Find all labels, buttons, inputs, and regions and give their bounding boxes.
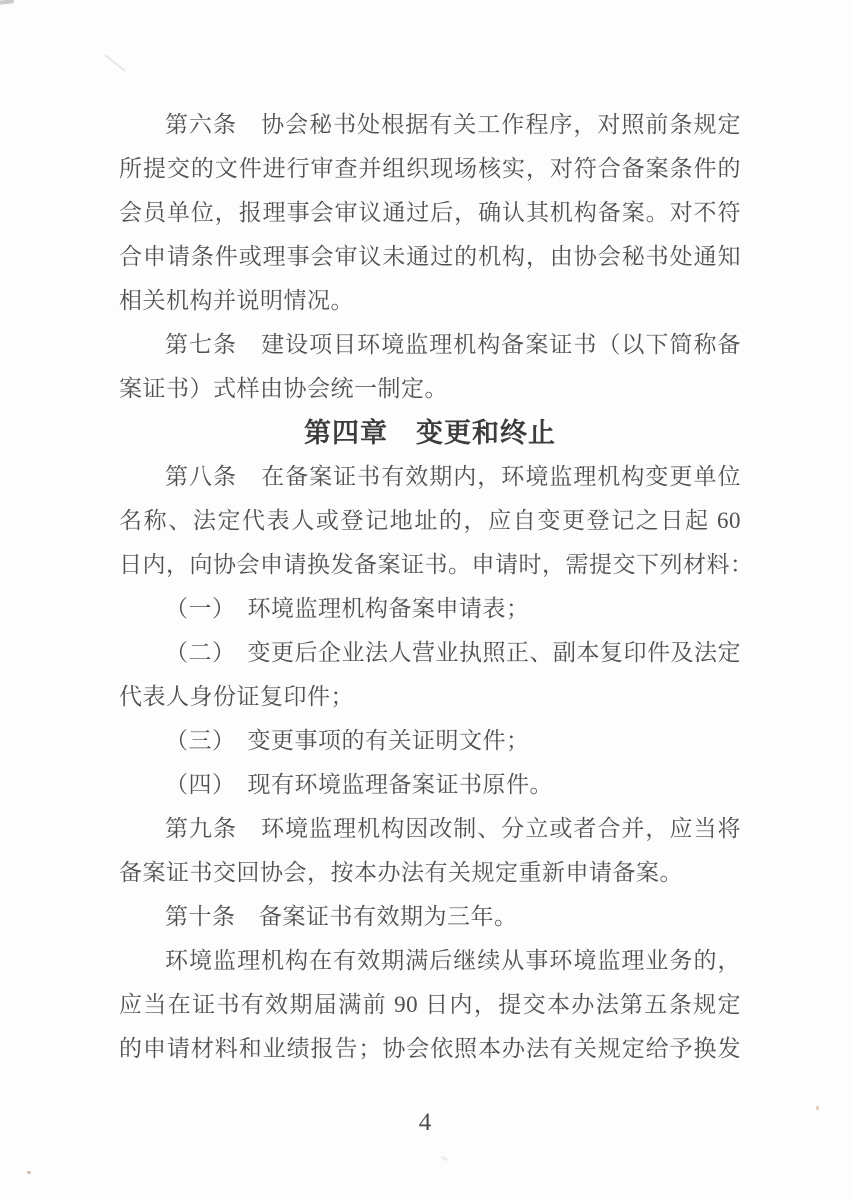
text-line: （一） 环境监理机构备案申请表； [165, 596, 530, 621]
text-line: （二） 变更后企业法人营业执照正、副本复印件及法定 [165, 640, 741, 665]
text-line: 的申请材料和业绩报告；协会依照本办法有关规定给予换发 [119, 1036, 741, 1061]
text-line: 第八条 在备案证书有效期内，环境监理机构变更单位 [165, 464, 741, 489]
text-line: 备案证书交回协会，按本办法有关规定重新申请备案。 [119, 860, 683, 885]
text-line: 第七条 建设项目环境监理机构备案证书（以下简称备 [165, 332, 741, 357]
scan-artifact [104, 54, 126, 72]
text-line: （四） 现有环境监理备案证书原件。 [165, 772, 553, 797]
chapter-heading: 第四章 变更和终止 [304, 418, 556, 448]
text-line: 第九条 环境监理机构因改制、分立或者合并，应当将 [165, 816, 741, 841]
text-line: 所提交的文件进行审查并组织现场核实，对符合备案条件的 [119, 156, 741, 181]
scan-artifact [441, 1156, 449, 1162]
scan-artifact [0, 0, 14, 5]
text-line: 会员单位，报理事会审议通过后，确认其机构备案。对不符 [119, 200, 741, 225]
text-line: 代表人身份证复印件； [119, 684, 354, 709]
text-line: 相关机构并说明情况。 [119, 288, 354, 313]
text-line: （三） 变更事项的有关证明文件； [165, 728, 530, 753]
text-line: 第六条 协会秘书处根据有关工作程序，对照前条规定 [165, 112, 741, 137]
text-line: 应当在证书有效期届满前 90 日内，提交本办法第五条规定 [119, 992, 741, 1017]
page-number: 4 [418, 1109, 432, 1136]
text-line: 第十条 备案证书有效期为三年。 [165, 904, 518, 929]
scan-artifact [27, 1171, 31, 1174]
text-line: 环境监理机构在有效期满后继续从事环境监理业务的， [165, 948, 741, 973]
text-line: 名称、法定代表人或登记地址的，应自变更登记之日起 60 [119, 508, 741, 533]
text-line: 合申请条件或理事会审议未通过的机构，由协会秘书处通知 [119, 244, 741, 269]
text-line: 案证书）式样由协会统一制定。 [119, 376, 448, 401]
text-line: 日内，向协会申请换发备案证书。申请时，需提交下列材料： [119, 552, 754, 577]
page-footer [0, 1108, 850, 1138]
document-body [119, 103, 754, 1071]
